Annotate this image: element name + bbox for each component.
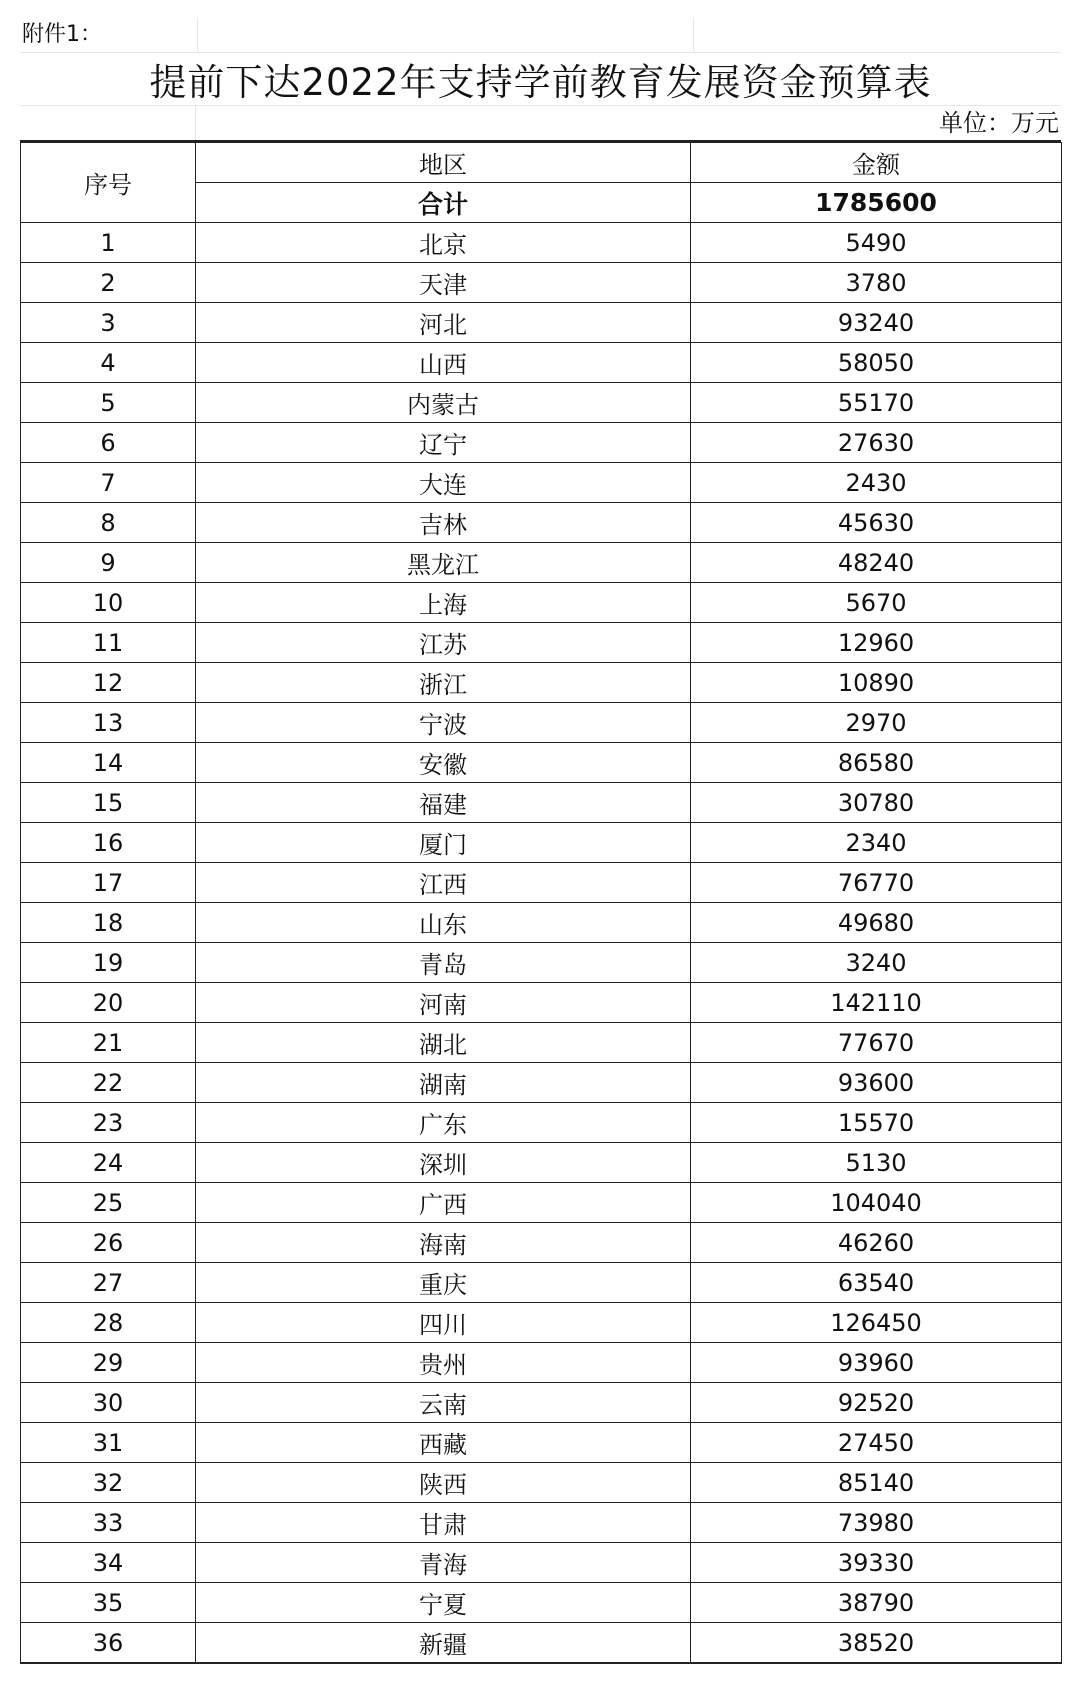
cell-amount: 3240 xyxy=(691,943,1062,983)
cell-amount: 38520 xyxy=(691,1623,1062,1664)
cell-region: 辽宁 xyxy=(196,423,691,463)
cell-region: 重庆 xyxy=(196,1263,691,1303)
table-row xyxy=(21,1583,1062,1623)
cell-idx: 18 xyxy=(21,903,196,943)
empty-cell xyxy=(20,106,196,140)
cell-region: 西藏 xyxy=(196,1423,691,1463)
total-label: 合计 xyxy=(196,183,691,223)
cell-idx: 30 xyxy=(21,1383,196,1423)
table-row xyxy=(21,1263,1062,1303)
cell-region: 湖南 xyxy=(196,1063,691,1103)
cell-region: 广东 xyxy=(196,1103,691,1143)
table-row xyxy=(21,303,1062,343)
cell-amount: 27630 xyxy=(691,423,1062,463)
header-region: 地区 xyxy=(196,143,691,183)
cell-idx: 32 xyxy=(21,1463,196,1503)
table-row xyxy=(21,1543,1062,1583)
cell-idx: 34 xyxy=(21,1543,196,1583)
cell-region: 深圳 xyxy=(196,1143,691,1183)
table-row xyxy=(21,1063,1062,1103)
cell-amount: 58050 xyxy=(691,343,1062,383)
table-row xyxy=(21,823,1062,863)
cell-idx: 33 xyxy=(21,1503,196,1543)
header-amount: 金额 xyxy=(691,143,1062,183)
table-row xyxy=(21,463,1062,503)
cell-idx: 31 xyxy=(21,1423,196,1463)
table-row xyxy=(21,1623,1062,1664)
cell-amount: 15570 xyxy=(691,1103,1062,1143)
cell-region: 安徽 xyxy=(196,743,691,783)
cell-amount: 10890 xyxy=(691,663,1062,703)
cell-idx: 11 xyxy=(21,623,196,663)
cell-idx: 23 xyxy=(21,1103,196,1143)
cell-idx: 17 xyxy=(21,863,196,903)
attachment-label: 附件1： xyxy=(20,18,198,52)
table-row xyxy=(21,423,1062,463)
table-row xyxy=(21,543,1062,583)
cell-idx: 7 xyxy=(21,463,196,503)
cell-idx: 15 xyxy=(21,783,196,823)
cell-idx: 6 xyxy=(21,423,196,463)
cell-region: 云南 xyxy=(196,1383,691,1423)
cell-idx: 12 xyxy=(21,663,196,703)
cell-idx: 4 xyxy=(21,343,196,383)
table-row xyxy=(21,1463,1062,1503)
table-row xyxy=(21,943,1062,983)
cell-amount: 48240 xyxy=(691,543,1062,583)
cell-amount: 27450 xyxy=(691,1423,1062,1463)
table-row xyxy=(21,1503,1062,1543)
cell-region: 厦门 xyxy=(196,823,691,863)
table-row xyxy=(21,863,1062,903)
cell-amount: 92520 xyxy=(691,1383,1062,1423)
cell-amount: 104040 xyxy=(691,1183,1062,1223)
cell-region: 浙江 xyxy=(196,663,691,703)
cell-amount: 2430 xyxy=(691,463,1062,503)
cell-region: 河南 xyxy=(196,983,691,1023)
total-amount: 1785600 xyxy=(691,183,1062,223)
cell-idx: 25 xyxy=(21,1183,196,1223)
table-row xyxy=(21,1143,1062,1183)
cell-amount: 5130 xyxy=(691,1143,1062,1183)
cell-amount: 49680 xyxy=(691,903,1062,943)
cell-idx: 13 xyxy=(21,703,196,743)
header-index: 序号 xyxy=(21,143,196,223)
cell-idx: 20 xyxy=(21,983,196,1023)
page-title: 提前下达2022年支持学前教育发展资金预算表 xyxy=(20,53,1061,106)
cell-region: 山西 xyxy=(196,343,691,383)
table-row xyxy=(21,623,1062,663)
table-row xyxy=(21,1183,1062,1223)
cell-amount: 39330 xyxy=(691,1543,1062,1583)
table-row xyxy=(21,903,1062,943)
unit-row xyxy=(20,106,1061,142)
cell-amount: 86580 xyxy=(691,743,1062,783)
cell-idx: 9 xyxy=(21,543,196,583)
cell-region: 广西 xyxy=(196,1183,691,1223)
cell-region: 内蒙古 xyxy=(196,383,691,423)
cell-region: 江西 xyxy=(196,863,691,903)
cell-region: 青海 xyxy=(196,1543,691,1583)
cell-region: 福建 xyxy=(196,783,691,823)
header-row xyxy=(21,143,1062,183)
table-row xyxy=(21,1223,1062,1263)
cell-region: 上海 xyxy=(196,583,691,623)
cell-amount: 85140 xyxy=(691,1463,1062,1503)
cell-region: 陕西 xyxy=(196,1463,691,1503)
cell-amount: 126450 xyxy=(691,1303,1062,1343)
cell-idx: 27 xyxy=(21,1263,196,1303)
table-row xyxy=(21,1103,1062,1143)
cell-region: 新疆 xyxy=(196,1623,691,1664)
cell-amount: 38790 xyxy=(691,1583,1062,1623)
cell-region: 甘肃 xyxy=(196,1503,691,1543)
cell-amount: 12960 xyxy=(691,623,1062,663)
cell-region: 贵州 xyxy=(196,1343,691,1383)
budget-sheet xyxy=(20,18,1061,1664)
cell-amount: 5670 xyxy=(691,583,1062,623)
cell-idx: 22 xyxy=(21,1063,196,1103)
table-row xyxy=(21,783,1062,823)
cell-region: 海南 xyxy=(196,1223,691,1263)
attachment-row xyxy=(20,18,1061,53)
cell-amount: 73980 xyxy=(691,1503,1062,1543)
table-row xyxy=(21,343,1062,383)
table-row xyxy=(21,223,1062,263)
cell-region: 湖北 xyxy=(196,1023,691,1063)
cell-idx: 24 xyxy=(21,1143,196,1183)
cell-idx: 19 xyxy=(21,943,196,983)
table-row xyxy=(21,743,1062,783)
table-row xyxy=(21,583,1062,623)
empty-cell xyxy=(198,18,694,52)
cell-region: 四川 xyxy=(196,1303,691,1343)
cell-idx: 21 xyxy=(21,1023,196,1063)
cell-region: 吉林 xyxy=(196,503,691,543)
cell-idx: 8 xyxy=(21,503,196,543)
cell-idx: 10 xyxy=(21,583,196,623)
cell-region: 青岛 xyxy=(196,943,691,983)
table-row xyxy=(21,1023,1062,1063)
cell-amount: 2340 xyxy=(691,823,1062,863)
cell-region: 北京 xyxy=(196,223,691,263)
cell-amount: 142110 xyxy=(691,983,1062,1023)
cell-idx: 35 xyxy=(21,1583,196,1623)
cell-region: 河北 xyxy=(196,303,691,343)
cell-amount: 93240 xyxy=(691,303,1062,343)
table-row xyxy=(21,703,1062,743)
cell-amount: 3780 xyxy=(691,263,1062,303)
cell-idx: 5 xyxy=(21,383,196,423)
cell-idx: 28 xyxy=(21,1303,196,1343)
table-row xyxy=(21,663,1062,703)
table-row xyxy=(21,1423,1062,1463)
cell-idx: 29 xyxy=(21,1343,196,1383)
cell-idx: 3 xyxy=(21,303,196,343)
cell-idx: 2 xyxy=(21,263,196,303)
cell-idx: 1 xyxy=(21,223,196,263)
cell-amount: 93960 xyxy=(691,1343,1062,1383)
cell-idx: 16 xyxy=(21,823,196,863)
cell-region: 天津 xyxy=(196,263,691,303)
cell-region: 宁夏 xyxy=(196,1583,691,1623)
cell-idx: 26 xyxy=(21,1223,196,1263)
table-row xyxy=(21,1303,1062,1343)
cell-amount: 63540 xyxy=(691,1263,1062,1303)
cell-region: 大连 xyxy=(196,463,691,503)
table-row xyxy=(21,383,1062,423)
cell-region: 山东 xyxy=(196,903,691,943)
table-row xyxy=(21,1383,1062,1423)
cell-amount: 30780 xyxy=(691,783,1062,823)
budget-table xyxy=(20,142,1062,1664)
table-row xyxy=(21,983,1062,1023)
table-row xyxy=(21,1343,1062,1383)
table-row xyxy=(21,503,1062,543)
unit-label: 单位：万元 xyxy=(939,109,1059,137)
cell-amount: 2970 xyxy=(691,703,1062,743)
cell-amount: 5490 xyxy=(691,223,1062,263)
cell-idx: 36 xyxy=(21,1623,196,1664)
cell-amount: 93600 xyxy=(691,1063,1062,1103)
cell-amount: 45630 xyxy=(691,503,1062,543)
cell-amount: 77670 xyxy=(691,1023,1062,1063)
cell-amount: 76770 xyxy=(691,863,1062,903)
cell-amount: 46260 xyxy=(691,1223,1062,1263)
cell-idx: 14 xyxy=(21,743,196,783)
cell-region: 宁波 xyxy=(196,703,691,743)
table-row xyxy=(21,263,1062,303)
cell-region: 黑龙江 xyxy=(196,543,691,583)
cell-amount: 55170 xyxy=(691,383,1062,423)
cell-region: 江苏 xyxy=(196,623,691,663)
